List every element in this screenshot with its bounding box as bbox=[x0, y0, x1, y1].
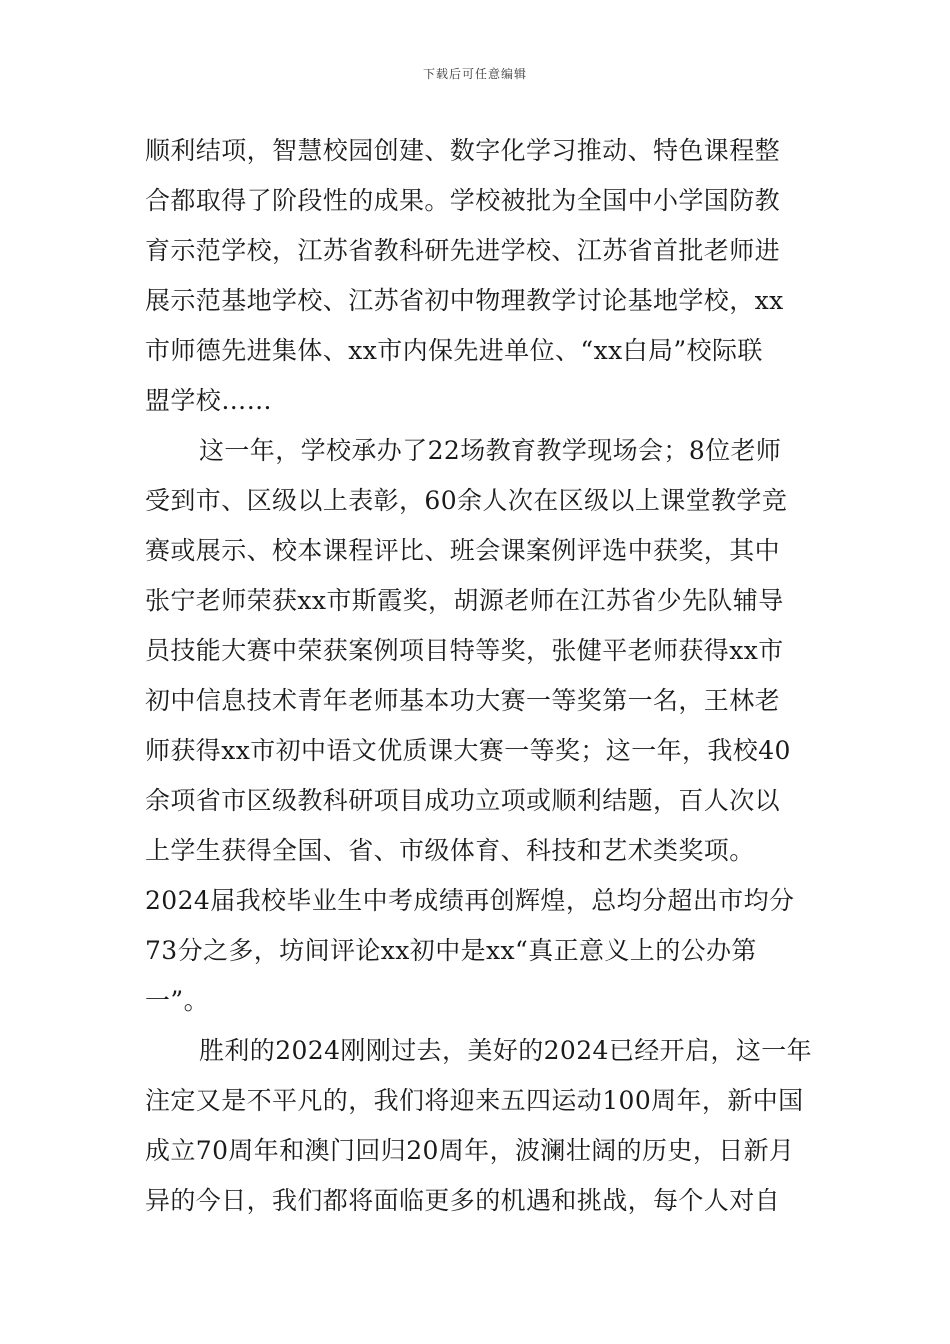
text-line: 市师德先进集体、xx市内保先进单位、“xx白局”校际联 bbox=[145, 336, 763, 365]
text-line: 张宁老师荣获xx市斯霞奖，胡源老师在江苏省少先队辅导 bbox=[145, 586, 784, 615]
text-line: 初中信息技术青年老师基本功大赛一等奖第一名，王林老 bbox=[145, 686, 781, 715]
document-body bbox=[145, 126, 813, 1226]
text-line: 受到市、区级以上表彰，60余人次在区级以上课堂教学竞 bbox=[145, 486, 788, 515]
text-line: 师获得xx市初中语文优质课大赛一等奖；这一年，我校40 bbox=[145, 736, 791, 765]
text-line: 展示范基地学校、江苏省初中物理教学讨论基地学校，xx bbox=[145, 286, 784, 315]
text-line: 余项省市区级教科研项目成功立项或顺利结题，百人次以 bbox=[145, 786, 781, 815]
paragraph-2 bbox=[145, 426, 810, 1026]
text-line: 员技能大赛中荣获案例项目特等奖，张健平老师获得xx市 bbox=[145, 636, 784, 665]
text-line: 73分之多，坊间评论xx初中是xx“真正意义上的公办第 bbox=[145, 936, 757, 965]
text-line: 上学生获得全国、省、市级体育、科技和艺术类奖项。 bbox=[145, 836, 755, 865]
text-line: 异的今日，我们都将面临更多的机遇和挑战，每个人对自 bbox=[145, 1186, 781, 1215]
paragraph-3 bbox=[145, 1026, 813, 1226]
text-line: 育示范学校，江苏省教科研先进学校、江苏省首批老师进 bbox=[145, 236, 781, 265]
text-line: 注定又是不平凡的，我们将迎来五四运动100周年，新中国 bbox=[145, 1086, 804, 1115]
text-line: 顺利结项，智慧校园创建、数字化学习推动、特色课程整 bbox=[145, 136, 781, 165]
text-line: 成立70周年和澳门回归20周年，波澜壮阔的历史，日新月 bbox=[145, 1136, 795, 1165]
text-line: 胜利的2024刚刚过去，美好的2024已经开启，这一年 bbox=[199, 1036, 813, 1065]
text-line: 2024届我校毕业生中考成绩再创辉煌，总均分超出市均分 bbox=[145, 886, 795, 915]
text-line: 赛或展示、校本课程评比、班会课案例评选中获奖，其中 bbox=[145, 536, 781, 565]
page-header: 下载后可任意编辑 bbox=[422, 67, 527, 81]
text-line: 这一年，学校承办了22场教育教学现场会；8位老师 bbox=[199, 436, 782, 465]
text-line: 一”。 bbox=[145, 986, 209, 1015]
paragraph-1 bbox=[145, 126, 810, 426]
text-line: 合都取得了阶段性的成果。学校被批为全国中小学国防教 bbox=[145, 186, 781, 215]
text-line: 盟学校…… bbox=[145, 386, 273, 415]
